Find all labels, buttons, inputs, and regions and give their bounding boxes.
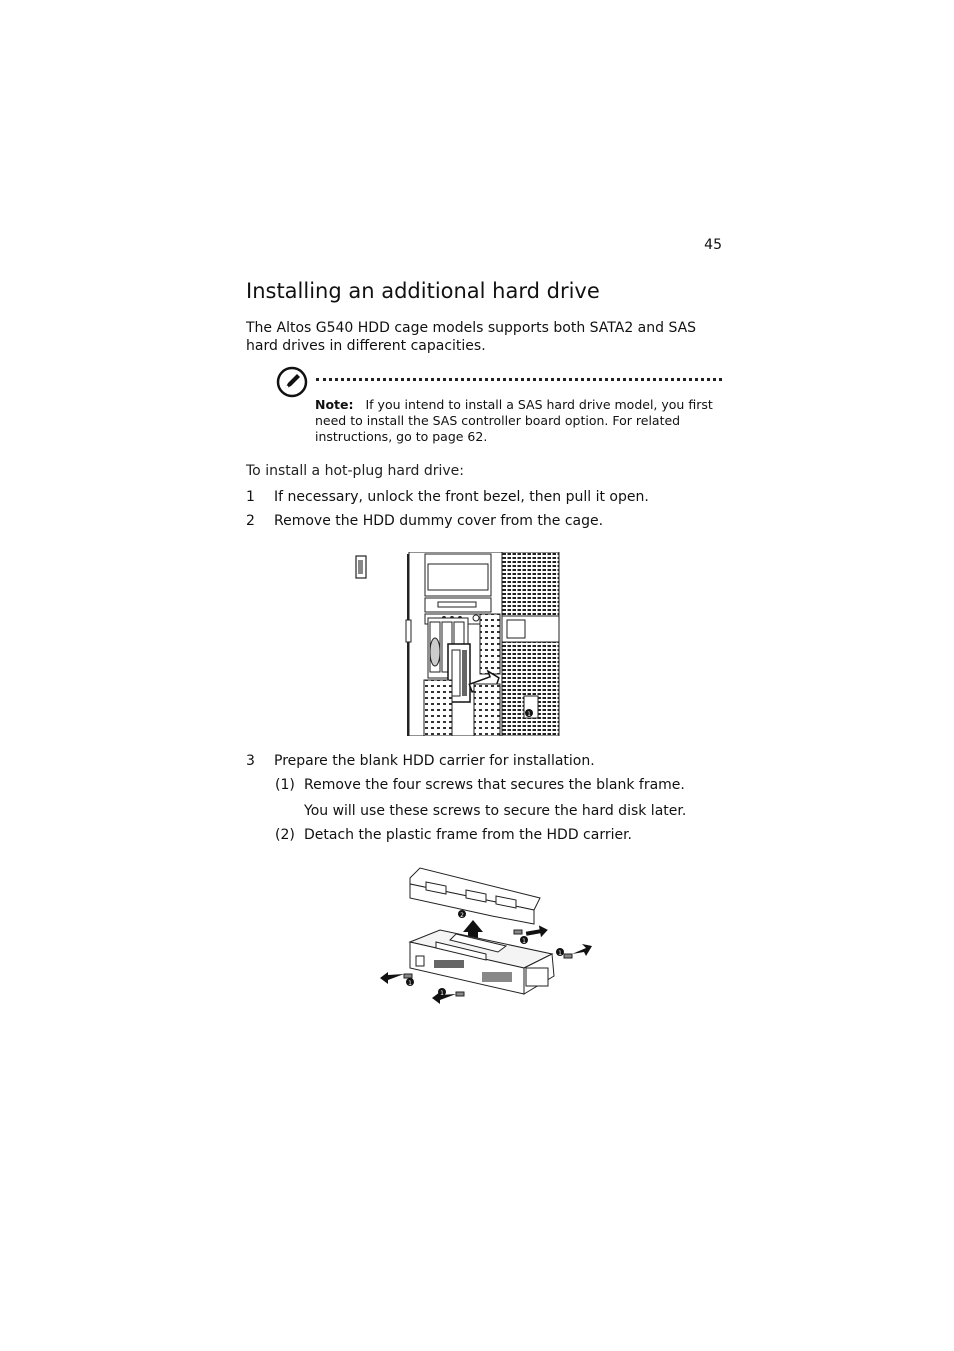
note-pen-icon bbox=[276, 366, 308, 398]
figure2-callout-1c: 1 bbox=[408, 980, 412, 987]
figure1-callout: 1 bbox=[527, 711, 531, 718]
figure2-callout-1b: 1 bbox=[558, 950, 562, 957]
step-number: 3 bbox=[246, 753, 255, 769]
note-block bbox=[315, 397, 715, 445]
page-number: 45 bbox=[704, 237, 722, 253]
intro-paragraph: The Altos G540 HDD cage models supports both SATA2 and SAS hard drives in different capacities. bbox=[246, 320, 697, 354]
substep-number: (2) bbox=[275, 827, 295, 843]
procedure-lead: To install a hot-plug hard drive: bbox=[246, 463, 464, 479]
step-text: If necessary, unlock the front bezel, then pull it open. bbox=[274, 489, 649, 505]
step-number: 2 bbox=[246, 513, 255, 529]
figure2-callout-1d: 1 bbox=[440, 990, 444, 997]
figure2-callout-1a: 1 bbox=[522, 938, 526, 945]
note-divider bbox=[316, 378, 722, 381]
step-number: 1 bbox=[246, 489, 255, 505]
page-title: Installing an additional hard drive bbox=[246, 279, 600, 303]
note-label: Note: bbox=[315, 397, 354, 412]
note-text: If you intend to install a SAS hard drive model, you first need to install the SAS controller board option. For related instructions, go to page 62. bbox=[315, 397, 713, 444]
figure2-callout-2: 2 bbox=[460, 912, 464, 919]
server-hdd-cage-figure bbox=[352, 552, 562, 736]
substep-text: You will use these screws to secure the hard disk later. bbox=[304, 803, 687, 819]
substep-number: (1) bbox=[275, 777, 295, 793]
step-text: Remove the HDD dummy cover from the cage. bbox=[274, 513, 604, 529]
substep-text: Detach the plastic frame from the HDD carrier. bbox=[304, 827, 633, 843]
substep-text: Remove the four screws that secures the blank frame. bbox=[304, 777, 685, 793]
step-text: Prepare the blank HDD carrier for installation. bbox=[274, 753, 595, 769]
hdd-carrier-figure bbox=[376, 864, 592, 1010]
